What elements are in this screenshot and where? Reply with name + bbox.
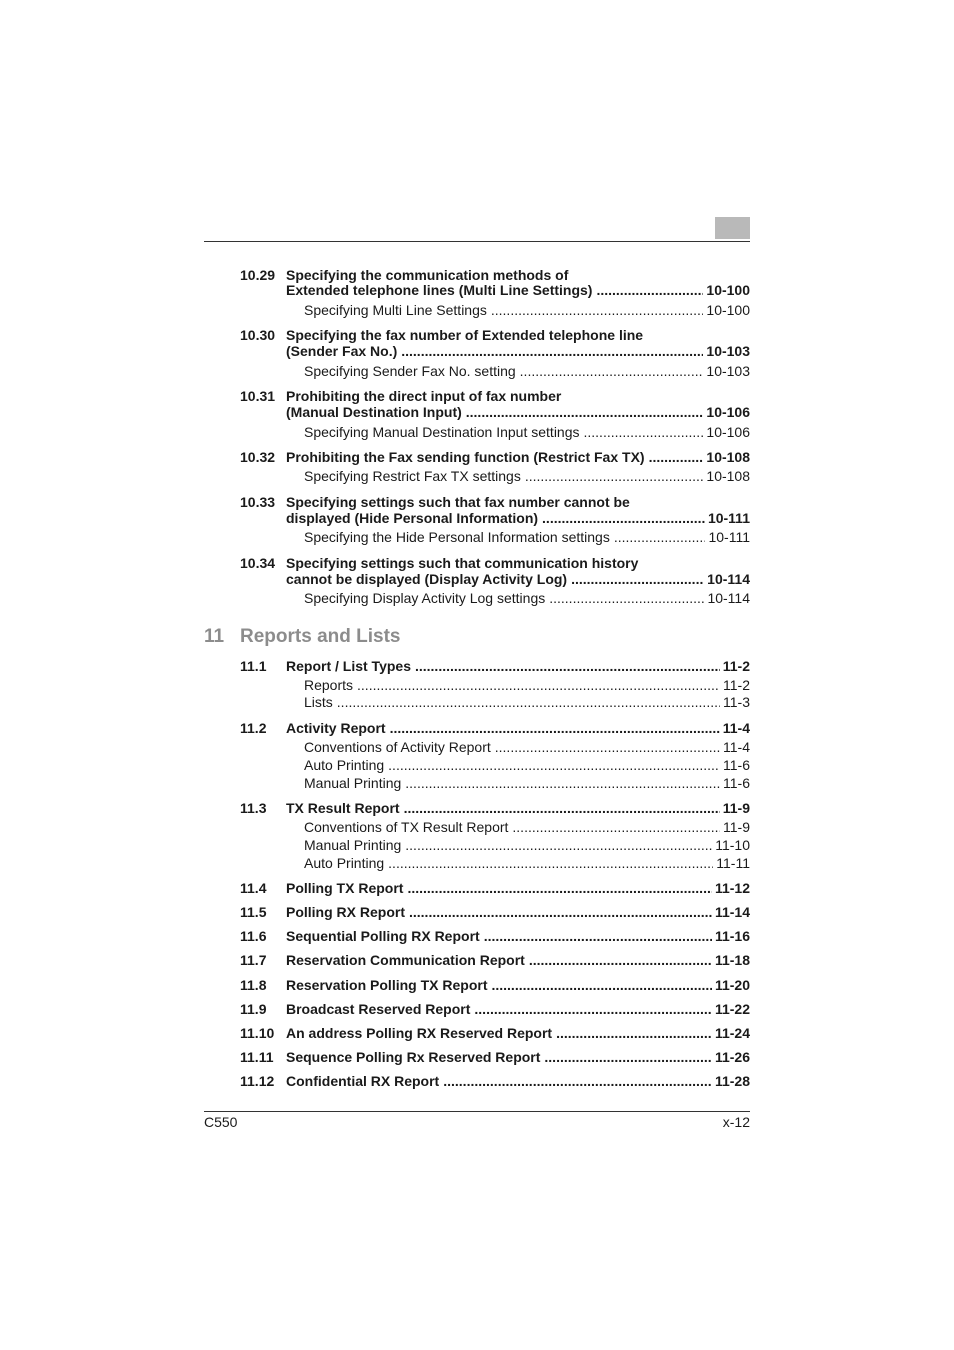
toc-entry-page: 10-100 bbox=[706, 302, 750, 318]
toc-entry-title: Prohibiting the Fax sending function (Restrict Fax TX) bbox=[286, 449, 645, 465]
dot-leader bbox=[549, 590, 704, 607]
toc-entry-title: Lists bbox=[304, 694, 333, 710]
toc-entry-number: 11.4 bbox=[240, 880, 267, 896]
toc-entry-number: 10.30 bbox=[240, 327, 276, 343]
toc-entry-title: Manual Printing bbox=[304, 775, 402, 791]
dot-leader bbox=[495, 739, 720, 756]
dot-leader bbox=[404, 800, 720, 817]
toc-entry-title: Report / List Types bbox=[286, 658, 411, 674]
toc-entry-page: 11-4 bbox=[723, 739, 750, 755]
toc-entry-title: Manual Printing bbox=[304, 837, 402, 853]
dot-leader bbox=[405, 775, 720, 792]
toc-entry-page: 10-108 bbox=[706, 468, 750, 484]
toc-entry-page: 11-22 bbox=[714, 1001, 750, 1017]
toc-entry bbox=[0, 1049, 954, 1066]
dot-leader bbox=[596, 282, 703, 299]
toc-entry-number: 11.8 bbox=[240, 977, 267, 993]
toc-entry-page: 10-114 bbox=[707, 590, 750, 606]
toc-entry bbox=[0, 658, 954, 675]
chapter-number: 11 bbox=[204, 626, 225, 647]
toc-entry-title: Reports bbox=[304, 677, 354, 693]
toc-entry-title: Specifying settings such that fax number cannot be bbox=[286, 494, 630, 510]
toc-entry-title: Polling RX Report bbox=[286, 904, 405, 920]
dot-leader bbox=[542, 510, 705, 527]
toc-entry bbox=[0, 494, 954, 511]
toc-entry-title: Reservation Communication Report bbox=[286, 952, 525, 968]
dot-leader bbox=[407, 880, 712, 897]
toc-subentry bbox=[0, 302, 954, 319]
toc-entry-title: (Manual Destination Input) bbox=[286, 404, 462, 420]
toc-entry-page: 11-24 bbox=[714, 1025, 750, 1041]
toc-entry bbox=[0, 800, 954, 817]
toc-entry-title: Specifying the Hide Personal Information settings bbox=[304, 529, 610, 545]
toc-entry bbox=[0, 510, 954, 527]
toc-entry-page: 10-106 bbox=[706, 404, 750, 420]
toc-entry-page: 10-103 bbox=[706, 343, 750, 359]
toc-entry-page: 11-2 bbox=[723, 677, 750, 693]
toc-entry-title: Specifying the fax number of Extended telephone line bbox=[286, 327, 644, 343]
toc-entry-page: 11-6 bbox=[723, 757, 750, 773]
footer-page-number: x-12 bbox=[722, 1114, 750, 1130]
toc-entry-page: 11-28 bbox=[714, 1073, 750, 1089]
toc-entry-page: 10-103 bbox=[706, 363, 750, 379]
dot-leader bbox=[584, 424, 704, 441]
toc-subentry bbox=[0, 363, 954, 380]
dot-leader bbox=[484, 928, 712, 945]
toc-entry bbox=[0, 1001, 954, 1018]
toc-entry-number: 11.6 bbox=[240, 928, 267, 944]
dot-leader bbox=[466, 404, 704, 421]
dot-leader bbox=[571, 571, 704, 588]
dot-leader bbox=[401, 343, 703, 360]
toc-entry-page: 11-9 bbox=[723, 819, 750, 835]
dot-leader bbox=[337, 694, 720, 711]
toc-entry-title: An address Polling RX Reserved Report bbox=[286, 1025, 553, 1041]
toc-entry-page: 11-10 bbox=[715, 837, 750, 853]
toc-entry-title: Sequential Polling RX Report bbox=[286, 928, 480, 944]
toc-entry-title: Specifying Restrict Fax TX settings bbox=[304, 468, 521, 484]
toc-entry-title: displayed (Hide Personal Information) bbox=[286, 510, 539, 526]
toc-entry-number: 11.11 bbox=[240, 1049, 274, 1065]
toc-subentry bbox=[0, 819, 954, 836]
toc-subentry bbox=[0, 757, 954, 774]
toc-entry-title: Specifying Display Activity Log settings bbox=[304, 590, 546, 606]
toc-subentry bbox=[0, 775, 954, 792]
toc-entry bbox=[0, 720, 954, 737]
toc-entry-page: 11-14 bbox=[714, 904, 750, 920]
toc-entry bbox=[0, 327, 954, 344]
toc-entry-title: Specifying Sender Fax No. setting bbox=[304, 363, 516, 379]
dot-leader bbox=[415, 658, 720, 675]
toc-entry-number: 10.32 bbox=[240, 449, 276, 465]
toc-entry-number: 11.12 bbox=[240, 1073, 275, 1089]
toc-entry-page: 10-111 bbox=[707, 510, 750, 526]
toc-entry-title: (Sender Fax No.) bbox=[286, 343, 398, 359]
toc-entry-title: Specifying Multi Line Settings bbox=[304, 302, 487, 318]
toc-entry-page: 10-108 bbox=[706, 449, 750, 465]
toc-entry-title: Specifying the communication methods of bbox=[286, 267, 569, 283]
toc-entry bbox=[0, 1025, 954, 1042]
toc-entry-title: Polling TX Report bbox=[286, 880, 404, 896]
toc-entry-title: Broadcast Reserved Report bbox=[286, 1001, 471, 1017]
toc-entry-number: 11.9 bbox=[240, 1001, 267, 1017]
dot-leader bbox=[357, 677, 720, 694]
toc-entry bbox=[0, 952, 954, 969]
toc-subentry bbox=[0, 468, 954, 485]
toc-entry-page: 11-16 bbox=[714, 928, 750, 944]
dot-leader bbox=[388, 757, 720, 774]
toc-entry-number: 10.34 bbox=[240, 555, 276, 571]
toc-entry-title: cannot be displayed (Display Activity Log) bbox=[286, 571, 568, 587]
toc-entry-title: Specifying Manual Destination Input settings bbox=[304, 424, 580, 440]
toc-entry-title: Confidential RX Report bbox=[286, 1073, 440, 1089]
toc-subentry bbox=[0, 529, 954, 546]
toc-entry bbox=[0, 977, 954, 994]
toc-entry-page: 11-6 bbox=[723, 775, 750, 791]
toc-entry-title: Activity Report bbox=[286, 720, 386, 736]
toc-entry bbox=[0, 282, 954, 299]
toc-entry-number: 11.5 bbox=[240, 904, 267, 920]
toc-entry-page: 10-114 bbox=[707, 571, 750, 587]
toc-entry-page: 11-18 bbox=[714, 952, 750, 968]
toc-entry-title: Conventions of Activity Report bbox=[304, 739, 491, 755]
dot-leader bbox=[388, 855, 713, 872]
dot-leader bbox=[525, 468, 704, 485]
toc-subentry bbox=[0, 837, 954, 854]
toc-entry-page: 10-100 bbox=[706, 282, 750, 298]
dot-leader bbox=[474, 1001, 712, 1018]
toc-entry-number: 10.29 bbox=[240, 267, 276, 283]
toc-entry-title: Auto Printing bbox=[304, 855, 385, 871]
toc-entry-number: 11.1 bbox=[240, 658, 267, 674]
toc-entry-number: 11.2 bbox=[240, 720, 267, 736]
dot-leader bbox=[405, 837, 712, 854]
toc-entry-page: 10-111 bbox=[708, 529, 750, 545]
toc-entry-title: Sequence Polling Rx Reserved Report bbox=[286, 1049, 541, 1065]
toc-entry bbox=[0, 904, 954, 921]
chapter-title: Reports and Lists bbox=[240, 626, 401, 647]
toc-subentry bbox=[0, 590, 954, 607]
toc-entry-number: 11.3 bbox=[240, 800, 267, 816]
toc-entry bbox=[0, 928, 954, 945]
dot-leader bbox=[491, 302, 704, 319]
dot-leader bbox=[649, 449, 704, 466]
toc-entry bbox=[0, 571, 954, 588]
toc-entry-number: 11.7 bbox=[240, 952, 267, 968]
toc-entry-number: 10.33 bbox=[240, 494, 276, 510]
toc-entry-number: 10.31 bbox=[240, 388, 276, 404]
toc-entry-title: Prohibiting the direct input of fax number bbox=[286, 388, 562, 404]
dot-leader bbox=[614, 529, 706, 546]
toc-subentry bbox=[0, 739, 954, 756]
toc-entry-page: 11-26 bbox=[714, 1049, 750, 1065]
toc-subentry bbox=[0, 694, 954, 711]
toc-entry bbox=[0, 343, 954, 360]
toc-entry-page: 11-2 bbox=[722, 658, 750, 674]
dot-leader bbox=[544, 1049, 712, 1066]
dot-leader bbox=[390, 720, 720, 737]
toc-entry bbox=[0, 1073, 954, 1090]
toc-entry-page: 11-20 bbox=[714, 977, 750, 993]
dot-leader bbox=[409, 904, 712, 921]
toc-entry bbox=[0, 388, 954, 405]
toc-subentry bbox=[0, 855, 954, 872]
dot-leader bbox=[443, 1073, 712, 1090]
dot-leader bbox=[491, 977, 711, 994]
toc-entry bbox=[0, 404, 954, 421]
toc-subentry bbox=[0, 677, 954, 694]
toc-entry-page: 11-3 bbox=[723, 694, 750, 710]
toc-entry-page: 11-4 bbox=[722, 720, 750, 736]
dot-leader bbox=[529, 952, 712, 969]
toc-subentry bbox=[0, 424, 954, 441]
dot-leader bbox=[556, 1025, 712, 1042]
dot-leader bbox=[512, 819, 720, 836]
toc-entry-title: Extended telephone lines (Multi Line Settings) bbox=[286, 282, 593, 298]
toc-entry-page: 11-11 bbox=[716, 855, 750, 871]
dot-leader bbox=[520, 363, 704, 380]
footer-rule bbox=[204, 1111, 750, 1112]
toc-entry bbox=[0, 880, 954, 897]
toc-entry-title: Reservation Polling TX Report bbox=[286, 977, 488, 993]
toc-entry-title: Conventions of TX Result Report bbox=[304, 819, 509, 835]
toc-entry-number: 11.10 bbox=[240, 1025, 275, 1041]
toc-entry-page: 10-106 bbox=[706, 424, 750, 440]
toc-entry bbox=[0, 449, 954, 466]
toc-entry-title: TX Result Report bbox=[286, 800, 400, 816]
toc-entry bbox=[0, 555, 954, 572]
toc-entry-page: 11-12 bbox=[714, 880, 750, 896]
footer-model: C550 bbox=[204, 1114, 238, 1130]
toc-entry-title: Auto Printing bbox=[304, 757, 385, 773]
toc-entry-page: 11-9 bbox=[722, 800, 750, 816]
toc-entry-title: Specifying settings such that communication history bbox=[286, 555, 639, 571]
